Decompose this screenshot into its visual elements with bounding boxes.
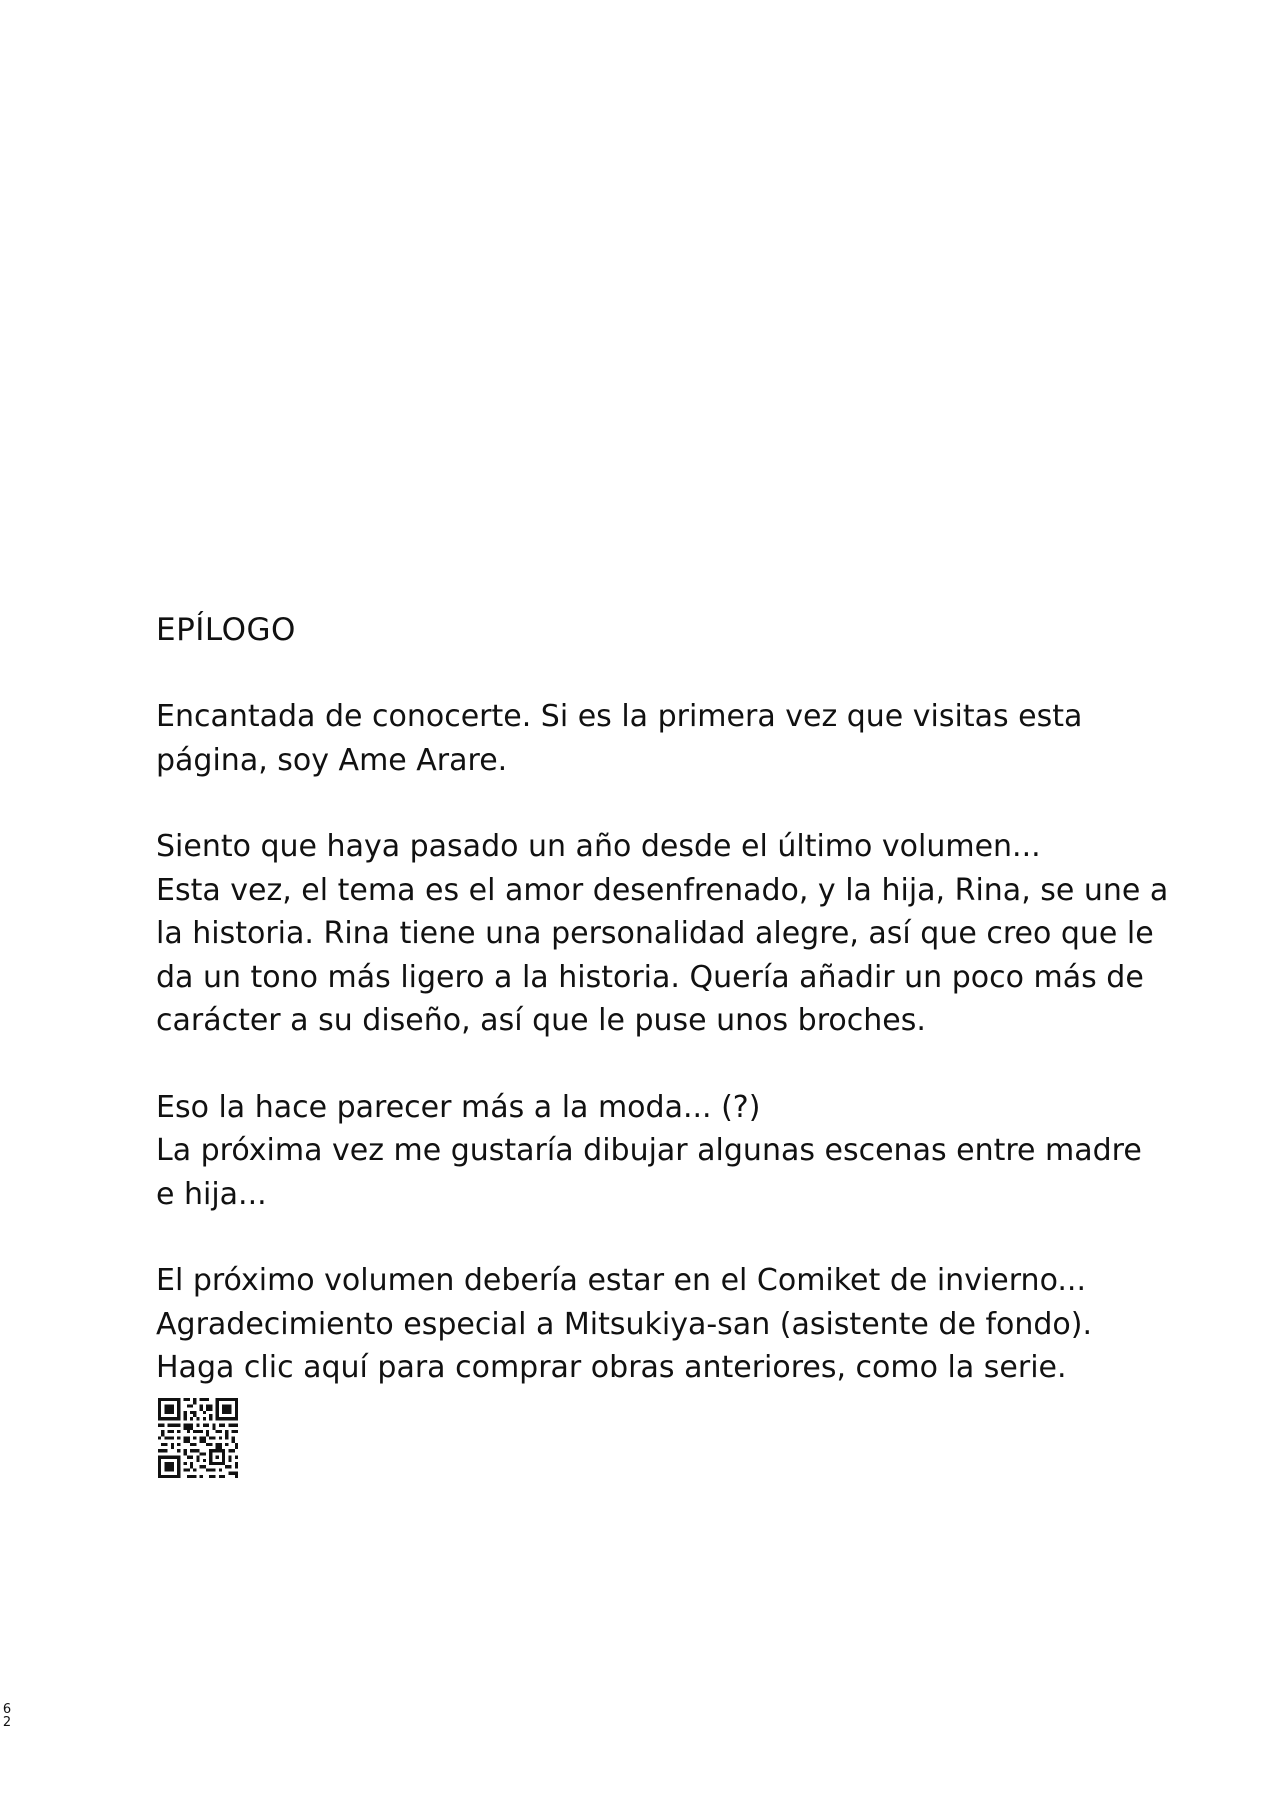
page-number-digit: 2 [2, 1715, 12, 1730]
epilogue-title: EPÍLOGO [156, 612, 296, 648]
text-line: Esta vez, el tema es el amor desenfrenado, y la hija, Rina, se une a [156, 872, 1169, 908]
text-line: Eso la hace parecer más a la moda... (?) [156, 1089, 761, 1125]
page-number [1, 1703, 13, 1729]
page-number-digit: 6 [2, 1702, 12, 1717]
text-line: Siento que haya pasado un año desde el último volumen... [156, 829, 1041, 864]
text-line: El próximo volumen debería estar en el Comiket de invierno... [156, 1263, 1086, 1298]
text-line: La próxima vez me gustaría dibujar algunas escenas entre madre [156, 1133, 1142, 1168]
qr-code-icon[interactable] [158, 1398, 238, 1478]
text-line: la historia. Rina tiene una personalidad alegre, así que creo que le [156, 916, 1154, 951]
paragraph-next-volume [156, 1259, 1216, 1390]
purchase-link-text[interactable]: Haga clic aquí para comprar obras anteriores, como la serie. [156, 1350, 1067, 1385]
paragraph-greeting [156, 695, 1216, 782]
epilogue-section [156, 608, 1216, 1433]
text-line: da un tono más ligero a la historia. Quería añadir un poco más de [156, 959, 1144, 995]
text-line: Encantada de conocerte. Si es la primera vez que visitas esta [156, 699, 1083, 734]
paragraph-fashion [156, 1086, 1216, 1217]
text-line: página, soy Ame Arare. [156, 742, 508, 778]
paragraph-volume [156, 825, 1216, 1043]
text-line: carácter a su diseño, así que le puse unos broches. [156, 1003, 926, 1038]
text-line: Agradecimiento especial a Mitsukiya-san (asistente de fondo). [156, 1306, 1093, 1342]
text-line: e hija... [156, 1176, 267, 1212]
